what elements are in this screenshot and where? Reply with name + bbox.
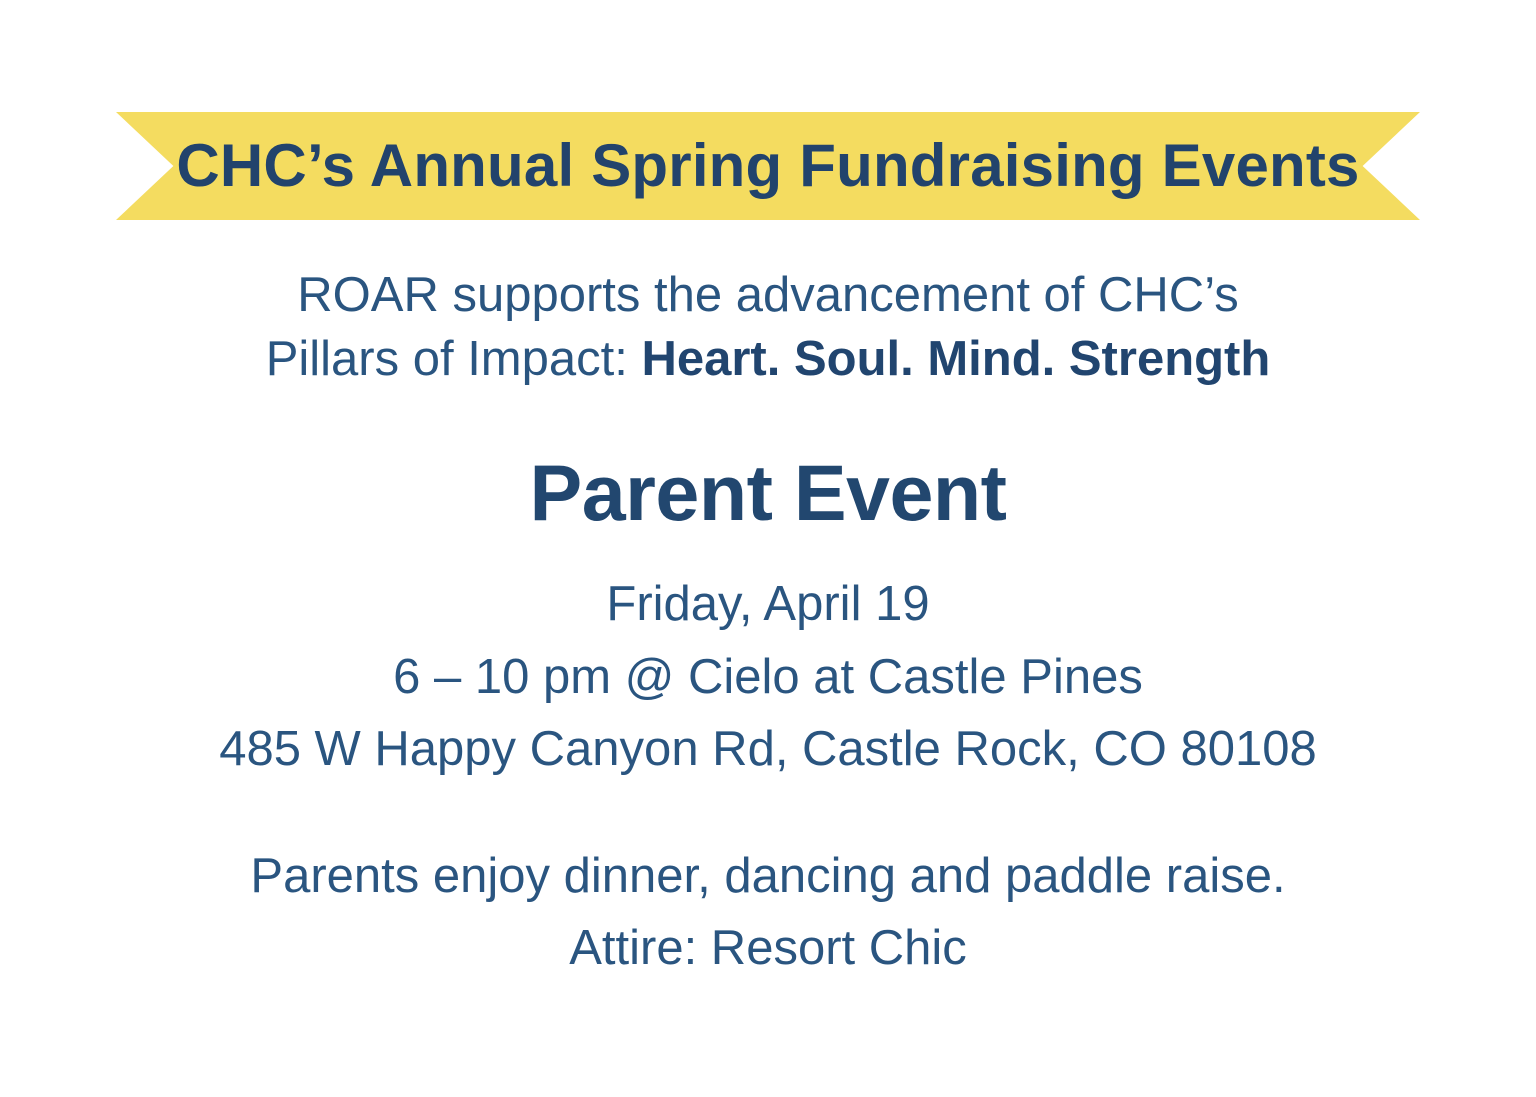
banner-ribbon bbox=[116, 112, 1420, 220]
banner-title: CHC’s Annual Spring Fundraising Events bbox=[176, 132, 1360, 199]
event-title: Parent Event bbox=[529, 448, 1007, 538]
event-details bbox=[219, 568, 1317, 786]
pillars-label: Pillars of Impact: bbox=[265, 331, 642, 386]
event-address: 485 W Happy Canyon Rd, Castle Rock, CO 80108 bbox=[219, 722, 1317, 777]
subheadline-line-1: ROAR supports the advancement of CHC’s bbox=[297, 268, 1239, 322]
closing-line-2: Attire: Resort Chic bbox=[569, 921, 967, 976]
pillars-values: Heart. Soul. Mind. Strength bbox=[641, 331, 1271, 386]
event-date: Friday, April 19 bbox=[606, 577, 930, 632]
event-closing-notes bbox=[250, 840, 1285, 985]
event-time-venue: 6 – 10 pm @ Cielo at Castle Pines bbox=[393, 649, 1143, 704]
subheadline-line-2 bbox=[266, 328, 1271, 392]
subheadline bbox=[266, 264, 1271, 391]
closing-line-1: Parents enjoy dinner, dancing and paddle raise. bbox=[250, 848, 1286, 903]
